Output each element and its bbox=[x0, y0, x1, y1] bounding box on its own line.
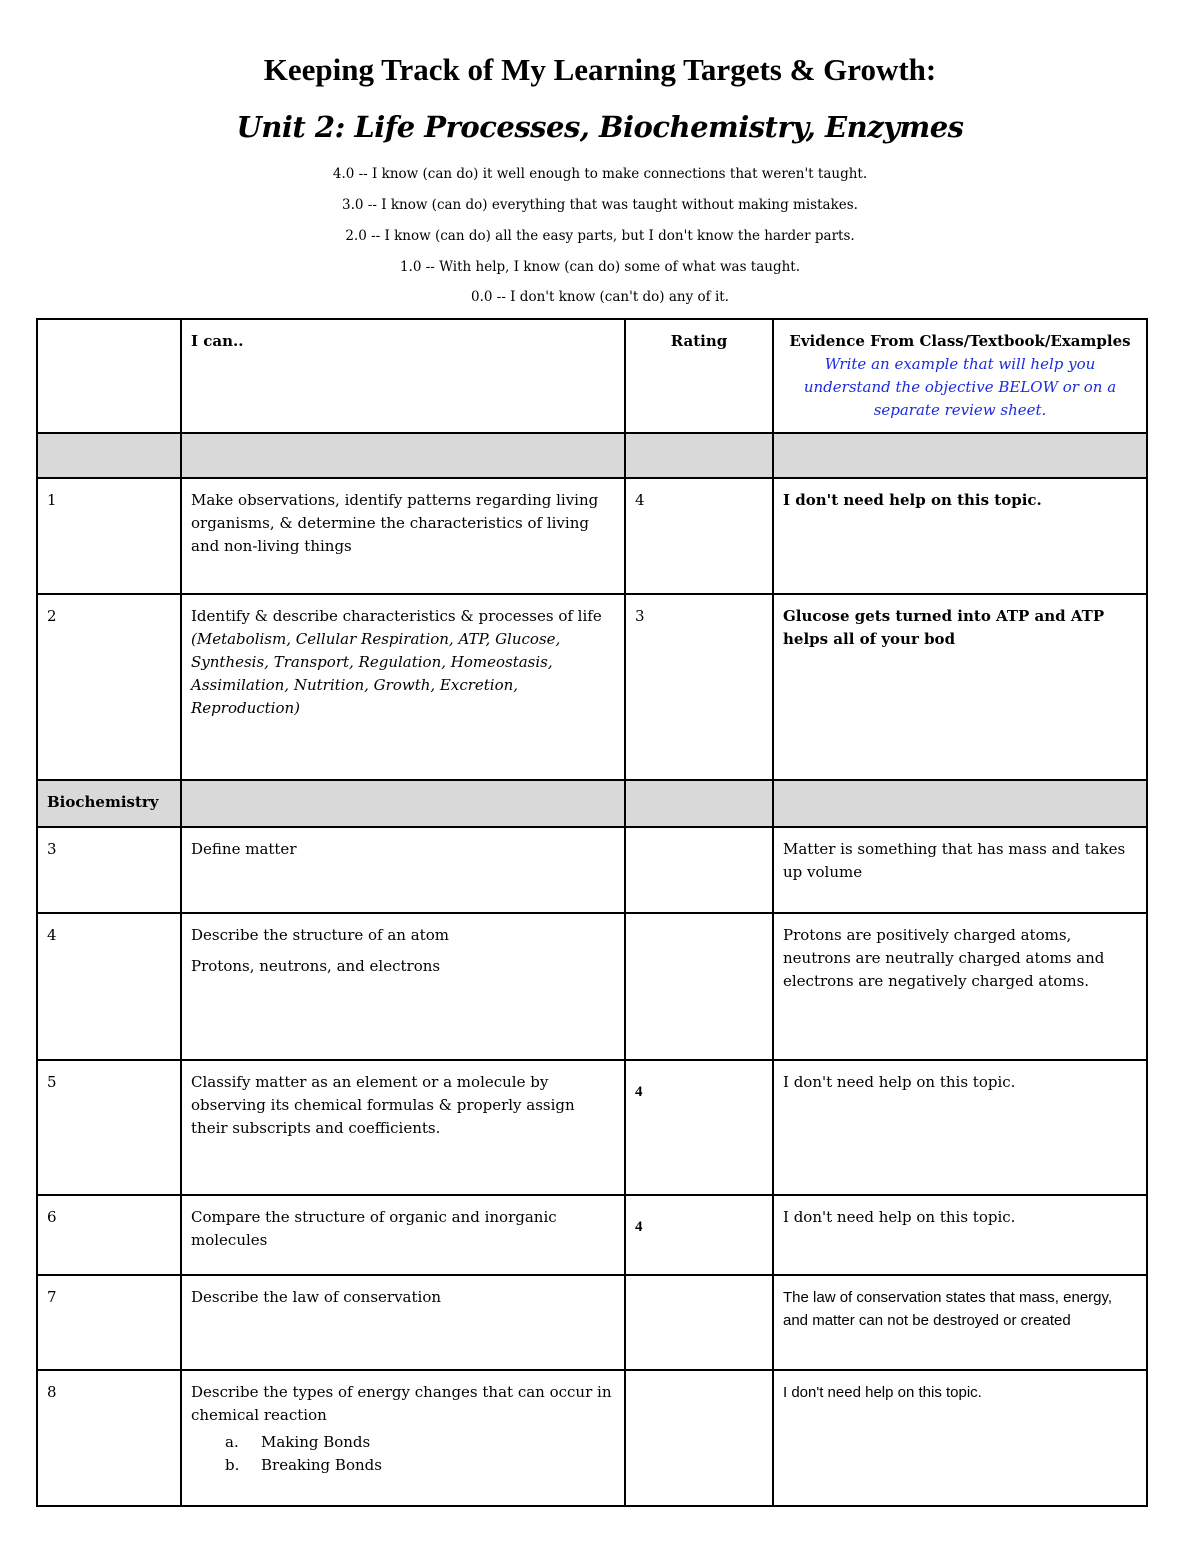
document-title: Keeping Track of My Learning Targets & Growth: bbox=[263, 52, 937, 87]
row-target bbox=[181, 913, 625, 1060]
header-evidence-title: Evidence From Class/Textbook/Examples bbox=[789, 332, 1131, 350]
table-row bbox=[37, 827, 1147, 913]
header-ican: I can.. bbox=[181, 319, 625, 433]
row-target: Describe the law of conservation bbox=[181, 1275, 625, 1370]
list-marker: b. bbox=[225, 1456, 240, 1474]
unit-subtitle: Unit 2: Life Processes, Biochemistry, Enzymes bbox=[236, 110, 964, 144]
row-evidence[interactable]: Glucose gets turned into ATP and ATP helps all of your bod bbox=[773, 594, 1147, 780]
row-target: Define matter bbox=[181, 827, 625, 913]
row-target bbox=[181, 594, 625, 780]
row-target-text: Describe the structure of an atom bbox=[191, 926, 449, 944]
row-target: Classify matter as an element or a molecule by observing its chemical formulas & properly assign their subscripts and coefficients. bbox=[181, 1060, 625, 1195]
subitem-list bbox=[191, 1431, 615, 1477]
row-target-note: (Metabolism, Cellular Respiration, ATP, Glucose, Synthesis, Transport, Regulation, Homeostasis, Assimilation, Nutrition, Growth, Excretion, Reproduction) bbox=[191, 630, 561, 717]
header-empty-cell bbox=[37, 319, 181, 433]
list-item bbox=[225, 1431, 615, 1454]
row-target: Make observations, identify patterns regarding living organisms, & determine the characteristics of living and non-living things bbox=[181, 478, 625, 594]
row-target bbox=[181, 1370, 625, 1506]
row-number: 5 bbox=[37, 1060, 181, 1195]
table-row bbox=[37, 1275, 1147, 1370]
list-text: Breaking Bonds bbox=[261, 1456, 382, 1474]
table-row bbox=[37, 1060, 1147, 1195]
table-row bbox=[37, 1370, 1147, 1506]
section-row-biochemistry bbox=[37, 780, 1147, 827]
row-number: 2 bbox=[37, 594, 181, 780]
row-rating[interactable] bbox=[625, 1370, 773, 1506]
row-number: 1 bbox=[37, 478, 181, 594]
row-evidence[interactable]: Matter is something that has mass and takes up volume bbox=[773, 827, 1147, 913]
list-marker: a. bbox=[225, 1433, 239, 1451]
row-target-text: Identify & describe characteristics & processes of life bbox=[191, 607, 602, 625]
section-label: Biochemistry bbox=[37, 780, 181, 827]
scale-level-0: 0.0 -- I don't know (can't do) any of it. bbox=[471, 289, 729, 305]
table-row bbox=[37, 478, 1147, 594]
row-rating[interactable]: 4 bbox=[625, 478, 773, 594]
row-evidence[interactable]: I don't need help on this topic. bbox=[773, 1195, 1147, 1275]
table-header-row bbox=[37, 319, 1147, 433]
shaded-section-row bbox=[37, 433, 1147, 478]
row-number: 4 bbox=[37, 913, 181, 1060]
row-evidence[interactable]: I don't need help on this topic. bbox=[773, 1060, 1147, 1195]
header-rating: Rating bbox=[625, 319, 773, 433]
row-number: 3 bbox=[37, 827, 181, 913]
row-target-line2: Protons, neutrons, and electrons bbox=[191, 957, 441, 975]
table-row bbox=[37, 1195, 1147, 1275]
row-number: 7 bbox=[37, 1275, 181, 1370]
row-target-text: Describe the types of energy changes that can occur in chemical reaction bbox=[191, 1383, 612, 1424]
table-row bbox=[37, 594, 1147, 780]
row-rating[interactable]: 3 bbox=[625, 594, 773, 780]
row-number: 8 bbox=[37, 1370, 181, 1506]
row-target: Compare the structure of organic and inorganic molecules bbox=[181, 1195, 625, 1275]
header-evidence-note: Write an example that will help you understand the objective BELOW or on a separate review sheet. bbox=[803, 355, 1117, 419]
row-evidence[interactable]: I don't need help on this topic. bbox=[773, 478, 1147, 594]
scale-level-4: 4.0 -- I know (can do) it well enough to make connections that weren't taught. bbox=[332, 166, 868, 182]
row-evidence[interactable]: The law of conservation states that mass, energy, and matter can not be destroyed or created bbox=[773, 1275, 1147, 1370]
learning-targets-table bbox=[36, 318, 1148, 1507]
row-rating[interactable] bbox=[625, 1275, 773, 1370]
list-text: Making Bonds bbox=[261, 1433, 371, 1451]
header-evidence bbox=[773, 319, 1147, 433]
row-rating[interactable] bbox=[625, 827, 773, 913]
row-evidence[interactable]: I don't need help on this topic. bbox=[773, 1370, 1147, 1506]
list-item bbox=[225, 1454, 615, 1477]
table-row bbox=[37, 913, 1147, 1060]
row-rating[interactable]: 4 bbox=[625, 1195, 773, 1275]
row-number: 6 bbox=[37, 1195, 181, 1275]
scale-level-1: 1.0 -- With help, I know (can do) some of what was taught. bbox=[399, 259, 801, 275]
scale-level-2: 2.0 -- I know (can do) all the easy parts, but I don't know the harder parts. bbox=[345, 228, 855, 244]
row-rating[interactable] bbox=[625, 913, 773, 1060]
scale-level-3: 3.0 -- I know (can do) everything that was taught without making mistakes. bbox=[342, 197, 858, 213]
row-rating[interactable]: 4 bbox=[625, 1060, 773, 1195]
row-evidence[interactable]: Protons are positively charged atoms, neutrons are neutrally charged atoms and electrons are negatively charged atoms. bbox=[773, 913, 1147, 1060]
